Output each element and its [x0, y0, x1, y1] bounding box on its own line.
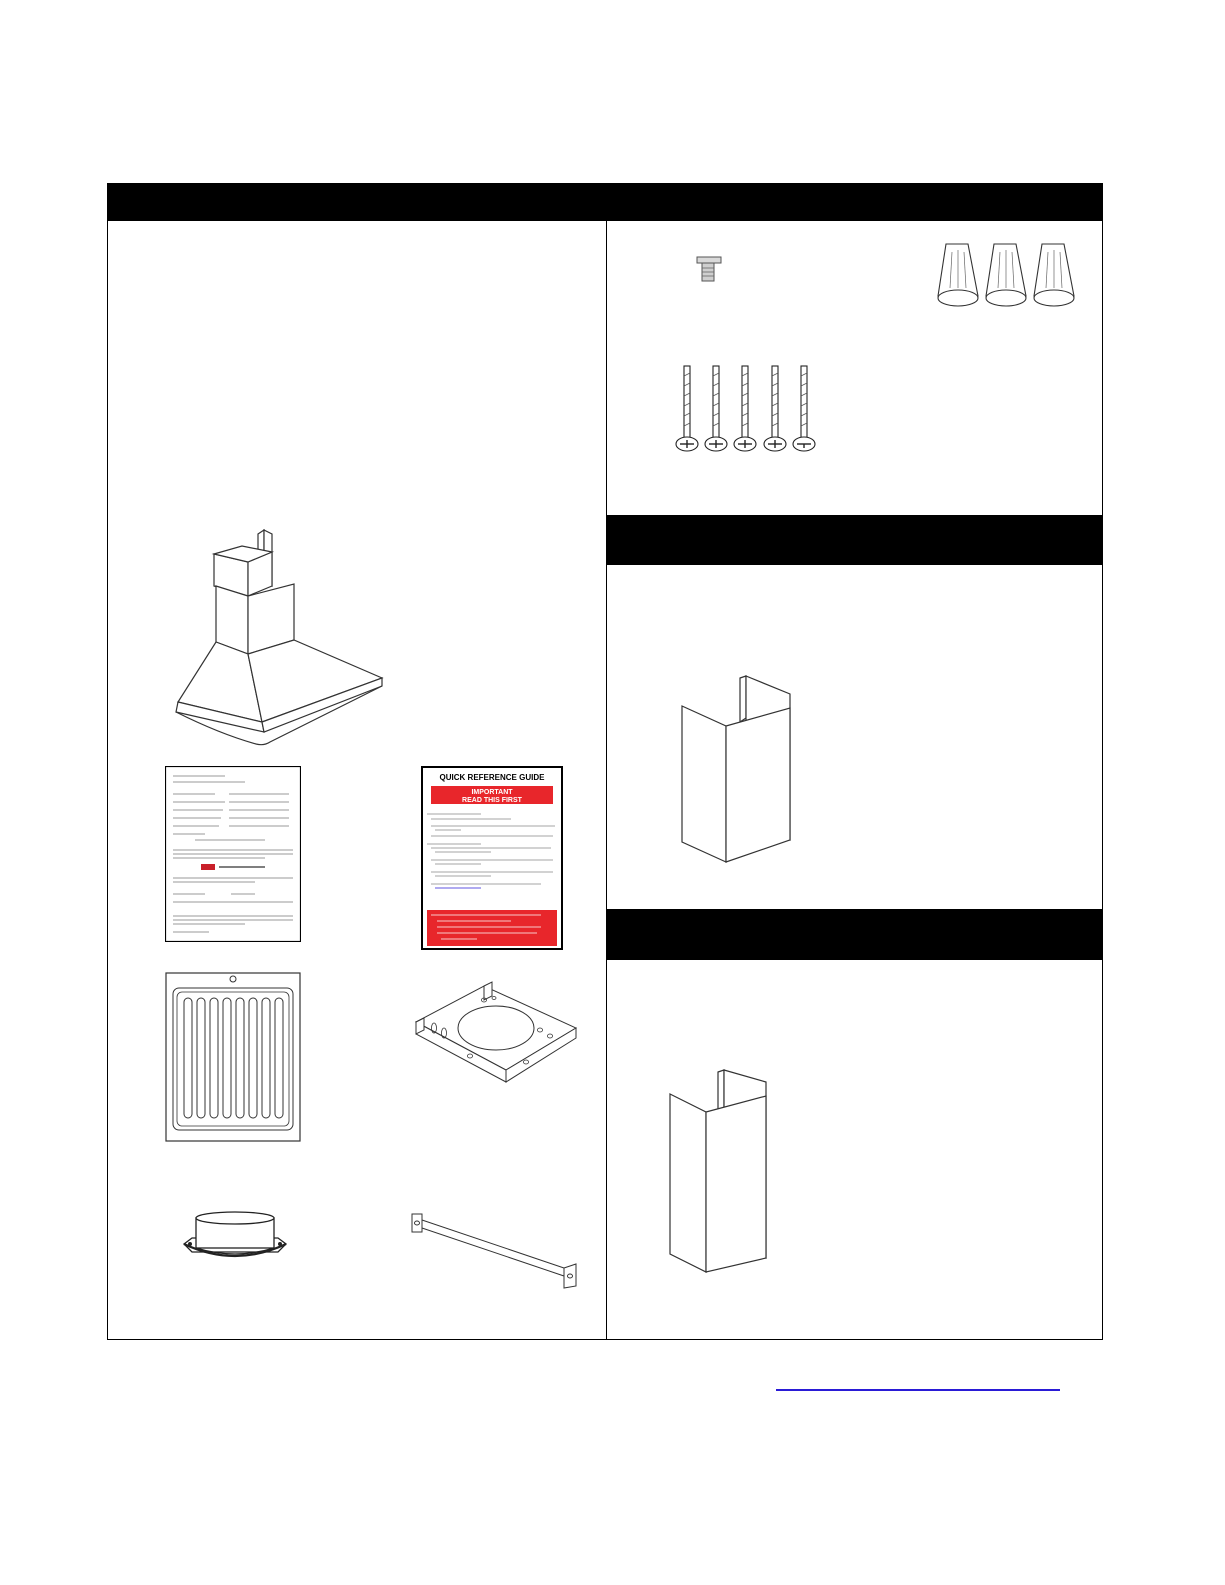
guide-important-line1: IMPORTANT — [471, 789, 513, 796]
package-contents-frame — [107, 183, 1103, 1340]
guide-title: QUICK REFERENCE GUIDE — [439, 773, 545, 782]
column-divider — [606, 221, 607, 1339]
mounting-plate-illustration — [410, 974, 580, 1086]
guide-important-line2: READ THIS FIRST — [462, 797, 522, 804]
wire-connectors-illustration — [934, 240, 1080, 312]
warranty-card-illustration — [165, 766, 301, 942]
section-bar-extension-1 — [607, 515, 1103, 565]
section-bar-extension-2 — [607, 909, 1103, 960]
range-hood-illustration — [160, 522, 390, 754]
header-bar — [108, 184, 1102, 221]
duct-collar-illustration — [180, 1208, 290, 1268]
quick-reference-guide-illustration — [421, 766, 563, 950]
mounting-screws-illustration — [668, 362, 820, 456]
chimney-extension-tall-illustration — [666, 1068, 770, 1276]
grease-filter-illustration — [165, 972, 301, 1142]
chimney-extension-medium-illustration — [678, 674, 794, 866]
small-screw-illustration — [696, 254, 722, 284]
mounting-bracket-illustration — [410, 1212, 580, 1292]
footer-website-link[interactable] — [776, 1379, 1060, 1391]
